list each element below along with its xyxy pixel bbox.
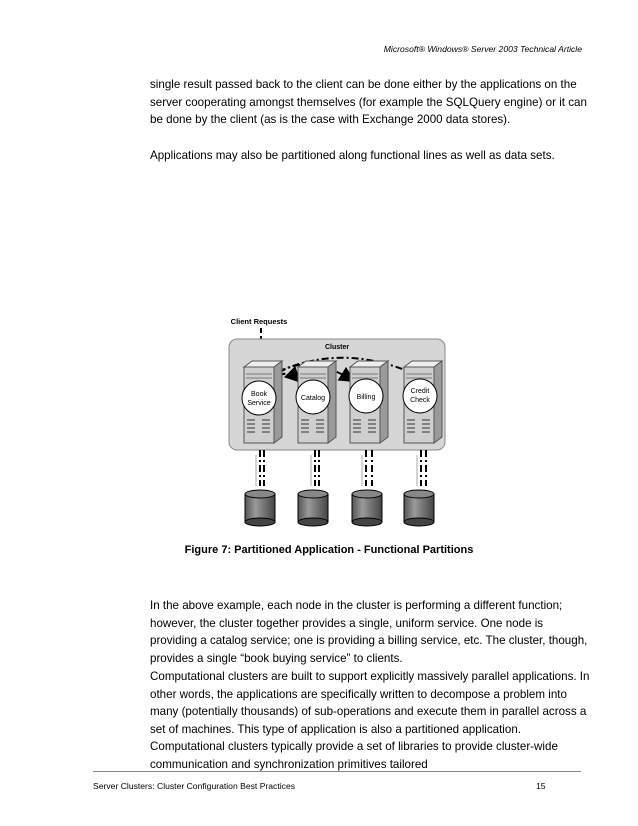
node-label-line1: Credit	[410, 388, 430, 395]
cluster-label: Cluster	[324, 344, 350, 351]
disk-storage-2	[298, 490, 328, 526]
figure-caption-text: Figure 7: Partitioned Application - Functional Partitions	[184, 544, 474, 556]
footer-divider	[93, 771, 581, 772]
disk-storage-4	[404, 490, 434, 526]
disk-storage-1	[245, 490, 275, 526]
body-paragraph-1: single result passed back to the client can be done either by the applications on the server cooperating amongst themselves (for example the SQLQuery engine) or it can be done by the client (as is the case with Exchange 2000 data stores).	[150, 78, 587, 127]
running-header: Microsoft® Windows® Server 2003 Technical Article	[383, 44, 582, 54]
figure-caption	[0, 544, 638, 556]
server-node-billing	[349, 361, 388, 443]
node-label-line1: Billing	[356, 394, 376, 401]
node-label-line2: Service	[247, 400, 271, 407]
client-requests-label: Client Requests	[230, 317, 288, 326]
server-node-credit-check	[403, 361, 442, 443]
server-node-catalog	[296, 361, 336, 443]
page-number: 15	[536, 781, 546, 791]
disk-storage-3	[352, 490, 382, 526]
body-paragraph-3: In the above example, each node in the cluster is performing a different function; however, the cluster together provides a single, uniform service. One node is providing a catalog service; one is providing a billing service, etc. The cluster, though, provides a single “book buying service” to clients.	[150, 599, 588, 665]
body-paragraph-2: Applications may also be partitioned along functional lines as well as data sets.	[150, 149, 555, 162]
server-node-book-service	[242, 361, 282, 443]
storage-links	[260, 450, 426, 486]
footer-doc-title: Server Clusters: Cluster Configuration Best Practices	[93, 781, 296, 791]
node-label-line1: Book	[251, 391, 267, 398]
node-label-line2: Check	[410, 397, 430, 404]
node-label-line1: Catalog	[300, 395, 326, 402]
body-paragraph-4: Computational clusters are built to support explicitly massively parallel applications. In other words, the applications are specifically written to decompose a problem into many (potentially thousands) of sub-operations and execute them in parallel across a set of machines. This type of application is also a partitioned application. Computational clusters typically provide a set of libraries to provide cluster-wide communication and synchronization primitives tailored	[150, 670, 590, 771]
